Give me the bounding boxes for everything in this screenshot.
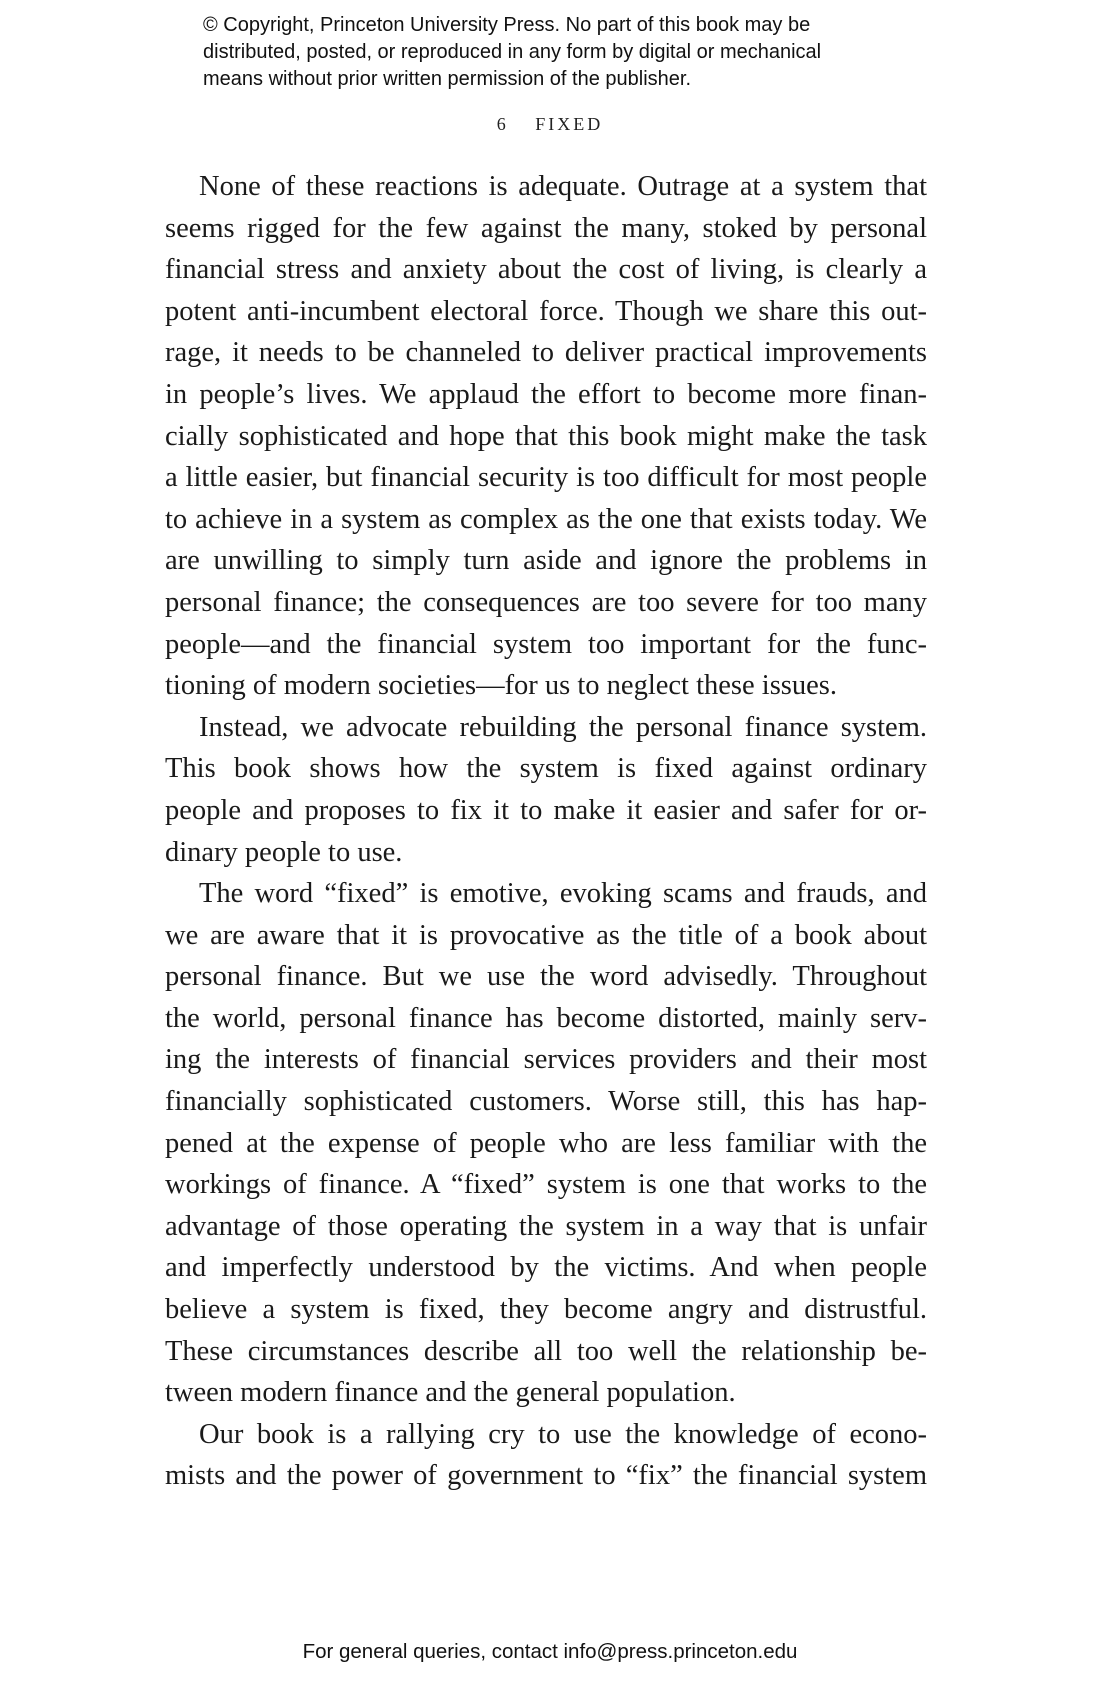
text-line: The word “fixed” is emotive, evoking scams and frauds, and: [199, 878, 927, 910]
text-line: rage, it needs to be channeled to deliver practical improvements: [165, 337, 927, 369]
text-line: and imperfectly understood by the victims. And when people: [165, 1252, 927, 1284]
page-number: 6: [496, 114, 506, 134]
text-line: These circumstances describe all too well the relationship be-: [165, 1335, 927, 1367]
text-line: personal finance. But we use the word advisedly. Throughout: [165, 961, 927, 993]
text-line: pened at the expense of people who are less familiar with the: [165, 1127, 927, 1159]
running-head-title: FIXED: [535, 114, 604, 134]
text-line: a little easier, but financial security is too difficult for most people: [165, 462, 927, 494]
text-line: Instead, we advocate rebuilding the personal finance system.: [199, 711, 927, 743]
copyright-line: © Copyright, Princeton University Press. No part of this book may be: [203, 14, 811, 36]
paragraph: [165, 873, 927, 1414]
text-line: we are aware that it is provocative as the title of a book about: [165, 919, 927, 951]
copyright-line: means without prior written permission of the publisher.: [203, 68, 692, 90]
copyright-notice: [203, 12, 923, 93]
text-line: advantage of those operating the system in a way that is unfair: [165, 1210, 927, 1242]
text-line: financial stress and anxiety about the cost of living, is clearly a: [165, 254, 927, 286]
text-line: Our book is a rallying cry to use the knowledge of econo-: [199, 1418, 927, 1450]
running-head: [0, 114, 1100, 135]
paragraph: [165, 166, 927, 707]
text-line: financially sophisticated customers. Worse still, this has hap-: [165, 1086, 927, 1118]
text-line: potent anti-incumbent electoral force. Though we share this out-: [165, 295, 927, 327]
text-line: mists and the power of government to “fix” the financial system: [165, 1460, 927, 1492]
text-line: dinary people to use.: [165, 836, 403, 868]
text-line: are unwilling to simply turn aside and ignore the problems in: [165, 545, 927, 577]
text-line: tween modern finance and the general population.: [165, 1377, 736, 1409]
text-line: seems rigged for the few against the many, stoked by personal: [165, 212, 927, 244]
text-line: None of these reactions is adequate. Outrage at a system that: [199, 171, 927, 202]
text-line: people—and the financial system too important for the func-: [165, 628, 927, 660]
text-line: tioning of modern societies—for us to neglect these issues.: [165, 670, 837, 702]
text-line: cially sophisticated and hope that this book might make the task: [165, 420, 927, 452]
text-line: to achieve in a system as complex as the one that exists today. We: [165, 503, 927, 535]
text-line: in people’s lives. We applaud the effort to become more finan-: [165, 378, 927, 410]
text-line: people and proposes to fix it to make it easier and safer for or-: [165, 794, 927, 826]
text-line: workings of finance. A “fixed” system is one that works to the: [165, 1169, 927, 1201]
body-text: [165, 166, 927, 1497]
footer-contact: For general queries, contact info@press.princeton.edu: [302, 1640, 798, 1663]
text-line: personal finance; the consequences are too severe for too many: [165, 586, 927, 618]
text-line: believe a system is fixed, they become angry and distrustful.: [165, 1294, 927, 1326]
text-line: the world, personal finance has become distorted, mainly serv-: [165, 1002, 927, 1034]
paragraph: [165, 707, 927, 873]
copyright-line: distributed, posted, or reproduced in any form by digital or mechanical: [203, 41, 822, 63]
text-line: ing the interests of financial services providers and their most: [165, 1044, 927, 1076]
paragraph: [165, 1414, 927, 1497]
text-line: This book shows how the system is fixed against ordinary: [165, 753, 927, 785]
